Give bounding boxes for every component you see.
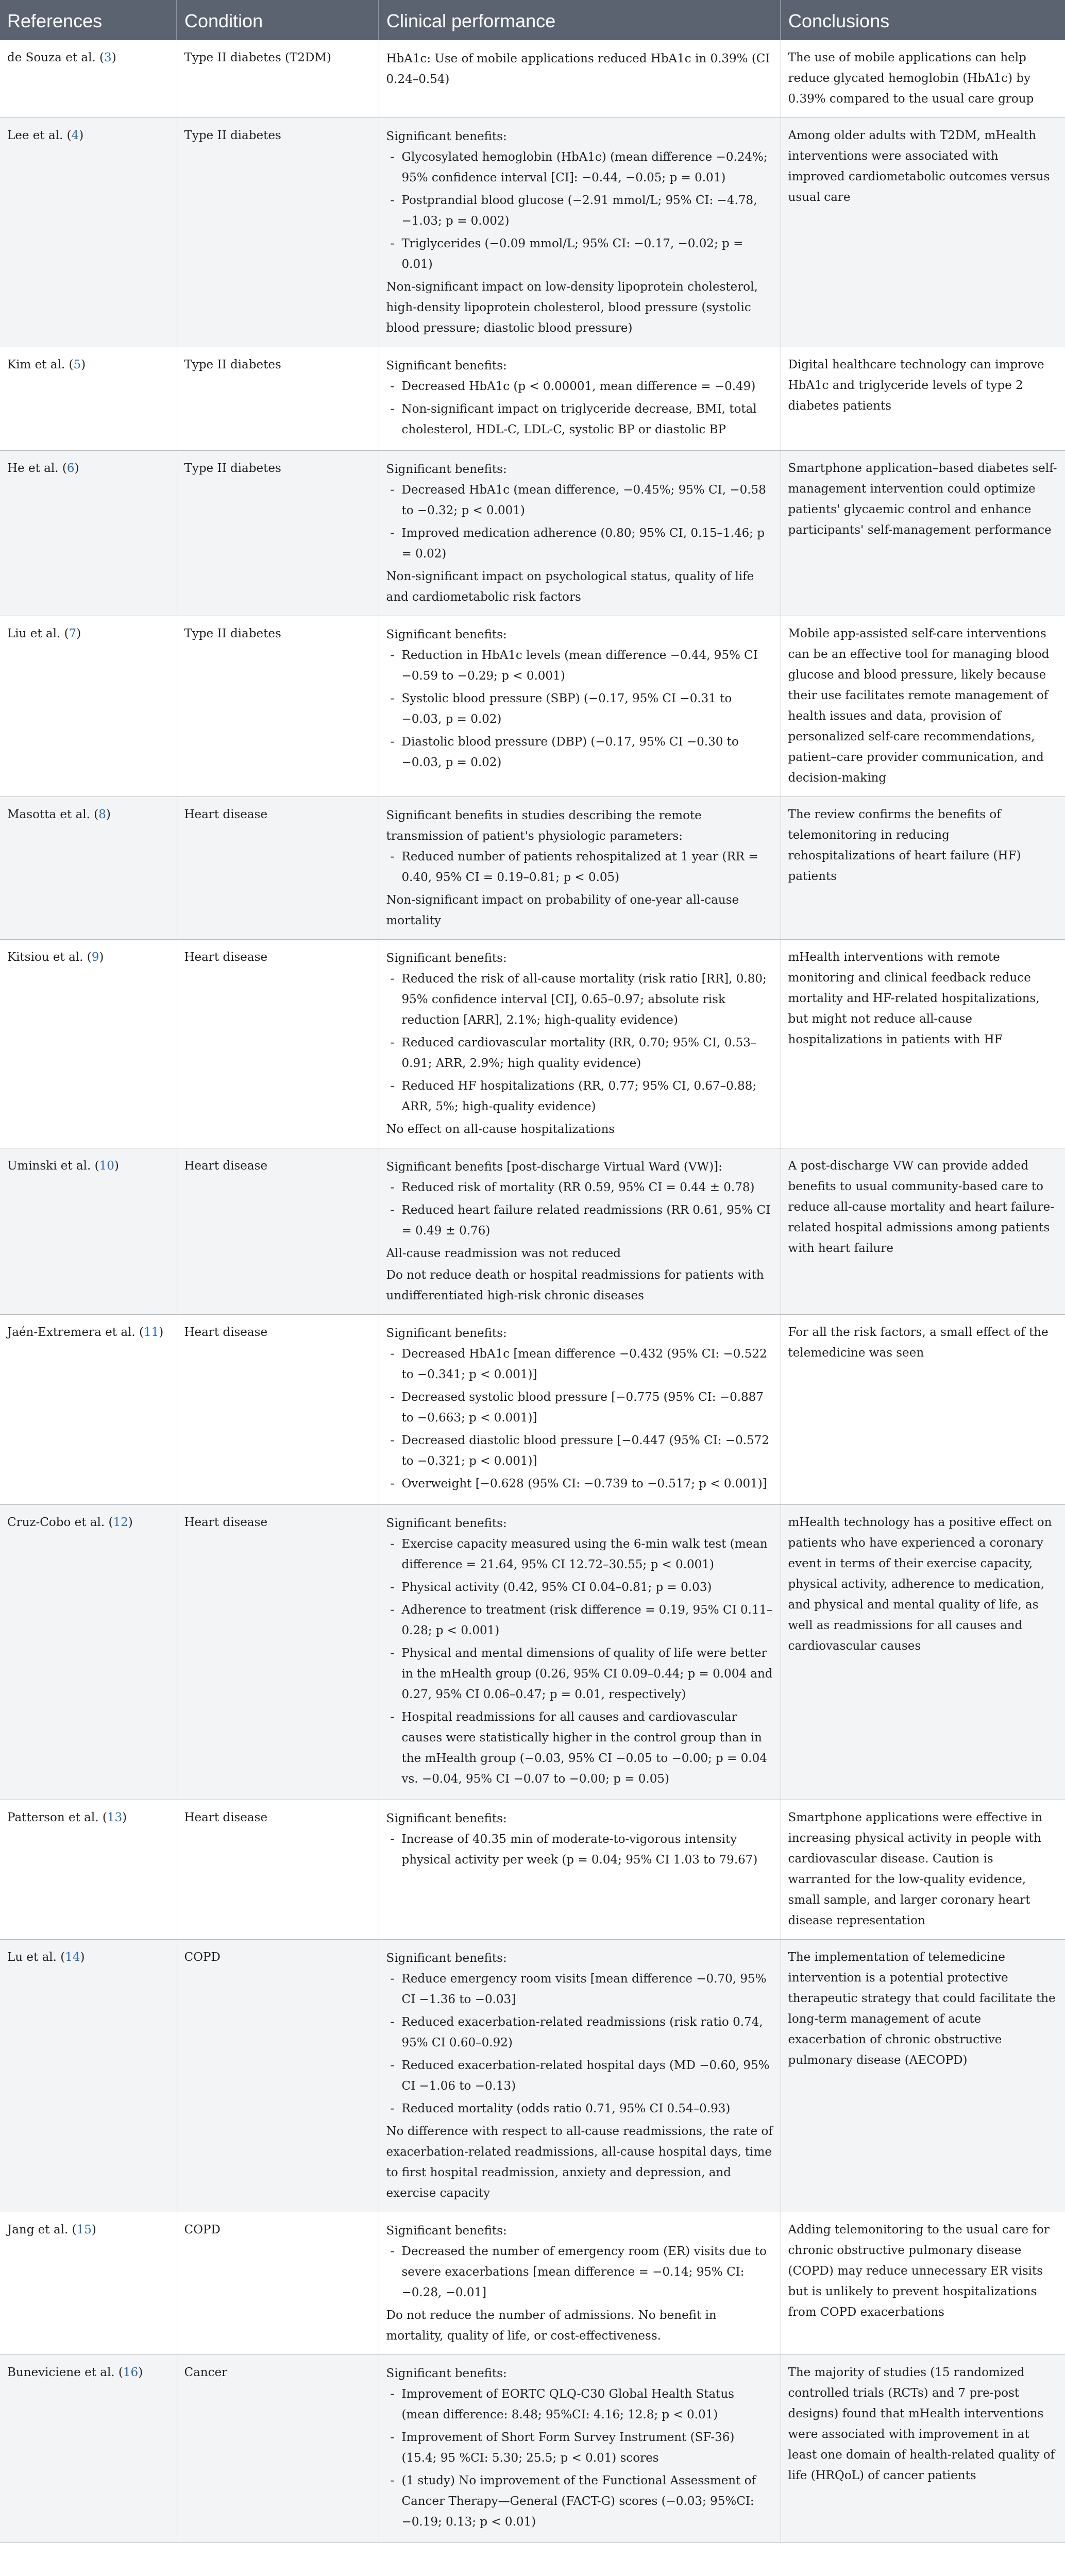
- reference-text: Cruz-Cobo et al. (: [7, 1516, 113, 1529]
- cell-condition: Heart disease: [177, 1315, 379, 1505]
- cell-condition: Heart disease: [177, 1148, 379, 1315]
- benefit-item: - Decreased the number of emergency room (ER) visits due to severe exacerbations [mean difference = −0.14; 95% CI: −0.28, −0.01]: [386, 2241, 773, 2303]
- reference-close: ): [79, 129, 84, 142]
- cell-clinical-performance: [379, 1148, 781, 1315]
- performance-note: HbA1c: Use of mobile applications reduced HbA1c in 0.39% (CI 0.24–0.54): [386, 52, 770, 86]
- cell-clinical-performance: [379, 940, 781, 1148]
- benefit-item: - Decreased HbA1c [mean difference −0.432 (95% CI: −0.522 to −0.341; p < 0.001)]: [386, 1344, 773, 1385]
- benefit-item: - Reduced heart failure related readmissions (RR 0.61, 95% CI = 0.49 ± 0.76): [386, 1200, 773, 1241]
- cell-clinical-performance: [379, 616, 781, 797]
- cell-condition: Heart disease: [177, 1800, 379, 1940]
- reference-link[interactable]: 4: [71, 129, 79, 142]
- benefit-list: [386, 645, 773, 773]
- benefit-item: - Physical and mental dimensions of quality of life were better in the mHealth group (0.26, 95% CI 0.09–0.44; p = 0.004 and 0.27, 95% CI 0.06–0.47; p = 0.01, respectively): [386, 1643, 773, 1705]
- benefit-item: - Physical activity (0.42, 95% CI 0.04–0.81; p = 0.03): [386, 1577, 773, 1598]
- benefit-item: - Reduced risk of mortality (RR 0.59, 95% CI = 0.44 ± 0.78): [386, 1177, 773, 1198]
- reference-link[interactable]: 15: [76, 2223, 92, 2236]
- reference-close: ): [138, 2366, 143, 2379]
- cell-reference: [0, 940, 177, 1148]
- cell-reference: [0, 1505, 177, 1800]
- table-row: [0, 1148, 1065, 1315]
- benefit-item: - Overweight [−0.628 (95% CI: −0.739 to −0.517; p < 0.001)]: [386, 1473, 773, 1494]
- reference-link[interactable]: 9: [91, 951, 99, 964]
- benefit-item: - Improvement of EORTC QLQ-C30 Global Health Status (mean difference: 8.48; 95%CI: 4.16; 12.8; p < 0.01): [386, 2384, 773, 2425]
- header-conclusions: Conclusions: [781, 0, 1065, 40]
- performance-note: Significant benefits:: [386, 1952, 507, 1965]
- reference-text: Jang et al. (: [7, 2223, 77, 2236]
- reference-close: ): [106, 808, 111, 821]
- cell-conclusion: mHealth technology has a positive effect on patients who have experienced a coronary event in terms of their exercise capacity, physical activity, adherence to medication, and physical and mental quality of life, as well as readmissions for all causes and cardiovascular causes: [781, 1505, 1065, 1800]
- benefit-item: - Reduction in HbA1c levels (mean difference −0.44, 95% CI −0.59 to −0.29; p < 0.001): [386, 645, 773, 686]
- header-row: [0, 0, 1065, 40]
- reference-close: ): [81, 358, 86, 371]
- performance-note: Significant benefits:: [386, 359, 507, 372]
- reference-close: ): [80, 1951, 85, 1964]
- reference-close: ): [159, 1326, 164, 1339]
- performance-note: Significant benefits in studies describing the remote transmission of patient's physiologic parameters:: [386, 809, 702, 843]
- cell-condition: Type II diabetes: [177, 616, 379, 797]
- performance-note: Significant benefits:: [386, 628, 507, 641]
- cell-clinical-performance: [379, 1800, 781, 1940]
- benefit-item: - (1 study) No improvement of the Functional Assessment of Cancer Therapy—General (FACT-G) scores (−0.03; 95%CI: −0.19; 0.13; p < 0.01): [386, 2470, 773, 2532]
- cell-clinical-performance: [379, 347, 781, 451]
- cell-clinical-performance: [379, 40, 781, 118]
- table-row: [0, 940, 1065, 1148]
- cell-condition: Heart disease: [177, 940, 379, 1148]
- cell-condition: Cancer: [177, 2355, 379, 2543]
- cell-clinical-performance: [379, 1315, 781, 1505]
- performance-note: Significant benefits:: [386, 2224, 507, 2238]
- reference-text: Jaén-Extremera et al. (: [7, 1326, 144, 1339]
- benefit-list: [386, 1829, 773, 1870]
- reference-text: Lee et al. (: [7, 129, 72, 142]
- performance-note: No effect on all-cause hospitalizations: [386, 1123, 615, 1136]
- reference-link[interactable]: 8: [98, 808, 106, 821]
- cell-clinical-performance: [379, 1505, 781, 1800]
- benefit-item: - Reduced mortality (odds ratio 0.71, 95% CI 0.54–0.93): [386, 2098, 773, 2119]
- cell-condition: Type II diabetes: [177, 451, 379, 616]
- benefit-item: - Decreased HbA1c (p < 0.00001, mean difference = −0.49): [386, 376, 773, 397]
- reference-close: ): [91, 2223, 96, 2236]
- benefit-item: - Reduced exacerbation-related readmissions (risk ratio 0.74, 95% CI 0.60–0.92): [386, 2012, 773, 2053]
- benefit-list: [386, 1969, 773, 2119]
- cell-reference: [0, 1315, 177, 1505]
- cell-clinical-performance: [379, 797, 781, 940]
- reference-link[interactable]: 11: [144, 1326, 159, 1339]
- benefit-item: - Non-significant impact on triglyceride decrease, BMI, total cholesterol, HDL-C, LDL-C, systolic BP or diastolic BP: [386, 399, 773, 440]
- table-row: [0, 1315, 1065, 1505]
- reference-close: ): [74, 462, 79, 475]
- cell-reference: [0, 118, 177, 347]
- reference-close: ): [122, 1811, 127, 1824]
- benefit-item: - Reduced the risk of all-cause mortality (risk ratio [RR], 0.80; 95% confidence interval [CI], 0.65–0.97; absolute risk reduction [ARR], 2.1%; high-quality evidence): [386, 969, 773, 1030]
- benefit-list: [386, 480, 773, 564]
- cell-clinical-performance: [379, 1940, 781, 2212]
- cell-condition: Type II diabetes (T2DM): [177, 40, 379, 118]
- reference-text: Buneviciene et al. (: [7, 2366, 123, 2379]
- table-row: [0, 2212, 1065, 2355]
- benefit-item: - Systolic blood pressure (SBP) (−0.17, 95% CI −0.31 to −0.03, p = 0.02): [386, 688, 773, 730]
- performance-note: Significant benefits:: [386, 130, 507, 143]
- cell-conclusion: For all the risk factors, a small effect of the telemedicine was seen: [781, 1315, 1065, 1505]
- reference-link[interactable]: 6: [66, 462, 75, 475]
- cell-conclusion: The use of mobile applications can help reduce glycated hemoglobin (HbA1c) by 0.39% compared to the usual care group: [781, 40, 1065, 118]
- performance-note: Significant benefits:: [386, 1812, 507, 1825]
- reference-close: ): [128, 1516, 133, 1529]
- table-row: [0, 40, 1065, 118]
- table-row: [0, 118, 1065, 347]
- cell-condition: COPD: [177, 2212, 379, 2355]
- benefit-list: [386, 969, 773, 1117]
- table-header: [0, 0, 1065, 40]
- benefit-item: - Reduce emergency room visits [mean difference −0.70, 95% CI −1.36 to −0.03]: [386, 1969, 773, 2010]
- cell-conclusion: Smartphone application–based diabetes self-management intervention could optimize patients' glycaemic control and enhance participants' self-management performance: [781, 451, 1065, 616]
- cell-reference: [0, 797, 177, 940]
- cell-conclusion: Among older adults with T2DM, mHealth interventions were associated with improved cardiometabolic outcomes versus usual care: [781, 118, 1065, 347]
- benefit-list: [386, 147, 773, 275]
- reference-link[interactable]: 14: [65, 1951, 80, 1964]
- table-row: [0, 347, 1065, 451]
- cell-condition: Type II diabetes: [177, 347, 379, 451]
- reference-link[interactable]: 7: [69, 627, 77, 640]
- cell-condition: Heart disease: [177, 1505, 379, 1800]
- cell-condition: Heart disease: [177, 797, 379, 940]
- benefit-item: - Glycosylated hemoglobin (HbA1c) (mean difference −0.24%; 95% confidence interval [CI]: −0.44, −0.05; p = 0.01): [386, 147, 773, 188]
- reference-text: Lu et al. (: [7, 1951, 65, 1964]
- performance-note: Significant benefits:: [386, 2367, 507, 2380]
- benefit-item: - Exercise capacity measured using the 6-min walk test (mean difference = 21.64, 95% CI 12.72–30.55; p < 0.001): [386, 1534, 773, 1575]
- cell-conclusion: A post-discharge VW can provide added benefits to usual community-based care to reduce all-cause mortality and heart failure-related hospital admissions among patients with heart failure: [781, 1148, 1065, 1315]
- reference-text: Kim et al. (: [7, 358, 74, 371]
- benefit-item: - Triglycerides (−0.09 mmol/L; 95% CI: −0.17, −0.02; p = 0.01): [386, 233, 773, 275]
- benefit-item: - Improved medication adherence (0.80; 95% CI, 0.15–1.46; p = 0.02): [386, 523, 773, 564]
- header-references: References: [0, 0, 177, 40]
- table-row: [0, 1505, 1065, 1800]
- performance-note: Non-significant impact on low-density lipoprotein cholesterol, high-density lipoprotein cholesterol, blood pressure (systolic blood pressure; diastolic blood pressure): [386, 280, 758, 335]
- performance-note: Significant benefits:: [386, 952, 507, 965]
- table-row: [0, 616, 1065, 797]
- cell-reference: [0, 451, 177, 616]
- performance-note: Non-significant impact on psychological status, quality of life and cardiometabolic risk factors: [386, 570, 754, 604]
- benefit-item: - Decreased systolic blood pressure [−0.775 (95% CI: −0.887 to −0.663; p < 0.001)]: [386, 1387, 773, 1428]
- cell-condition: COPD: [177, 1940, 379, 2212]
- reference-link[interactable]: 13: [107, 1811, 123, 1824]
- cell-conclusion: Adding telemonitoring to the usual care for chronic obstructive pulmonary disease (COPD) may reduce unnecessary ER visits but is unlikely to prevent hospitalizations from COPD exacerbations: [781, 2212, 1065, 2355]
- cell-reference: [0, 2355, 177, 2543]
- reference-close: ): [76, 627, 81, 640]
- cell-conclusion: Digital healthcare technology can improve HbA1c and triglyceride levels of type 2 diabetes patients: [781, 347, 1065, 451]
- performance-note: No difference with respect to all-cause readmissions, the rate of exacerbation-related readmissions, all-cause hospital days, time to first hospital readmission, anxiety and depression, and exercise capacity: [386, 2125, 773, 2200]
- benefit-list: [386, 1534, 773, 1789]
- table-row: [0, 797, 1065, 940]
- reference-link[interactable]: 10: [99, 1159, 114, 1173]
- reference-text: Patterson et al. (: [7, 1811, 107, 1824]
- cell-reference: [0, 1940, 177, 2212]
- header-clinical-performance: Clinical performance: [379, 0, 781, 40]
- cell-clinical-performance: [379, 118, 781, 347]
- performance-note: Do not reduce death or hospital readmissions for patients with undifferentiated high-risk chronic diseases: [386, 1268, 764, 1302]
- cell-conclusion: The majority of studies (15 randomized controlled trials (RCTs) and 7 pre-post designs) found that mHealth interventions were associated with improvement in at least one domain of health-related quality of life (HRQoL) of cancer patients: [781, 2355, 1065, 2543]
- benefit-list: [386, 2384, 773, 2532]
- cell-clinical-performance: [379, 451, 781, 616]
- table-row: [0, 2355, 1065, 2543]
- benefit-list: [386, 846, 773, 888]
- reference-text: Masotta et al. (: [7, 808, 99, 821]
- reference-close: ): [99, 951, 104, 964]
- reference-text: Uminski et al. (: [7, 1159, 99, 1173]
- table-row: [0, 451, 1065, 616]
- header-condition: Condition: [177, 0, 379, 40]
- cell-reference: [0, 1800, 177, 1940]
- cell-reference: [0, 40, 177, 118]
- table-body: [0, 40, 1065, 2543]
- cell-conclusion: mHealth interventions with remote monitoring and clinical feedback reduce mortality and HF-related hospitalizations, but might not reduce all-cause hospitalizations in patients with HF: [781, 940, 1065, 1148]
- reference-text: He et al. (: [7, 462, 67, 475]
- benefit-item: - Decreased HbA1c (mean difference, −0.45%; 95% CI, −0.58 to −0.32; p < 0.001): [386, 480, 773, 521]
- cell-reference: [0, 347, 177, 451]
- cell-clinical-performance: [379, 2212, 781, 2355]
- benefit-item: - Postprandial blood glucose (−2.91 mmol/L; 95% CI: −4.78, −1.03; p = 0.002): [386, 190, 773, 231]
- performance-note: Significant benefits:: [386, 1517, 507, 1530]
- table-row: [0, 1940, 1065, 2212]
- reference-link[interactable]: 3: [104, 51, 112, 64]
- performance-note: Significant benefits:: [386, 463, 507, 476]
- cell-conclusion: The review confirms the benefits of telemonitoring in reducing rehospitalizations of heart failure (HF) patients: [781, 797, 1065, 940]
- cell-clinical-performance: [379, 2355, 781, 2543]
- benefit-list: [386, 1177, 773, 1241]
- reference-text: de Souza et al. (: [7, 51, 105, 64]
- reference-link[interactable]: 16: [123, 2366, 139, 2379]
- benefit-item: - Decreased diastolic blood pressure [−0.447 (95% CI: −0.572 to −0.321; p < 0.001)]: [386, 1430, 773, 1471]
- cell-condition: Type II diabetes: [177, 118, 379, 347]
- benefit-item: - Reduced exacerbation-related hospital days (MD −0.60, 95% CI −1.06 to −0.13): [386, 2055, 773, 2096]
- reference-link[interactable]: 12: [113, 1516, 128, 1529]
- benefit-item: - Improvement of Short Form Survey Instrument (SF-36) (15.4; 95 %CI: 5.30; 25.5; p < 0.01) scores: [386, 2427, 773, 2468]
- benefit-item: - Reduced number of patients rehospitalized at 1 year (RR = 0.40, 95% CI = 0.19–0.81; p < 0.05): [386, 846, 773, 888]
- performance-note: Significant benefits:: [386, 1327, 507, 1340]
- reference-text: Kitsiou et al. (: [7, 951, 92, 964]
- cell-reference: [0, 2212, 177, 2355]
- cell-conclusion: Smartphone applications were effective in increasing physical activity in people with cardiovascular disease. Caution is warranted for the low-quality evidence, small sample, and larger coronary heart disease representation: [781, 1800, 1065, 1940]
- performance-note: Do not reduce the number of admissions. No benefit in mortality, quality of life, or cost-effectiveness.: [386, 2309, 717, 2343]
- benefit-list: [386, 2241, 773, 2303]
- benefit-item: - Hospital readmissions for all causes and cardiovascular causes were statistically higher in the control group than in the mHealth group (−0.03, 95% CI −0.05 to −0.00; p = 0.04 vs. −0.04, 95% CI −0.07 to −0.00; p = 0.05): [386, 1707, 773, 1789]
- benefit-item: - Adherence to treatment (risk difference = 0.19, 95% CI 0.11–0.28; p < 0.001): [386, 1600, 773, 1641]
- reference-close: ): [111, 51, 116, 64]
- cell-reference: [0, 616, 177, 797]
- benefit-list: [386, 376, 773, 440]
- benefit-item: - Increase of 40.35 min of moderate-to-vigorous intensity physical activity per week (p = 0.04; 95% CI 1.03 to 79.67): [386, 1829, 773, 1870]
- benefit-item: - Diastolic blood pressure (DBP) (−0.17, 95% CI −0.30 to −0.03, p = 0.02): [386, 732, 773, 773]
- benefit-item: - Reduced HF hospitalizations (RR, 0.77; 95% CI, 0.67–0.88; ARR, 5%; high-quality evidence): [386, 1076, 773, 1117]
- performance-note: Significant benefits [post-discharge Virtual Ward (VW)]:: [386, 1160, 722, 1174]
- reference-close: ): [114, 1159, 119, 1173]
- performance-note: Non-significant impact on probability of one-year all-cause mortality: [386, 893, 739, 927]
- cell-conclusion: The implementation of telemedicine intervention is a potential protective therapeutic strategy that could facilitate the long-term management of acute exacerbation of chronic obstructive pulmonary disease (AECOPD): [781, 1940, 1065, 2212]
- performance-note: All-cause readmission was not reduced: [386, 1247, 621, 1260]
- benefit-list: [386, 1344, 773, 1494]
- cell-conclusion: Mobile app-assisted self-care interventions can be an effective tool for managing blood glucose and blood pressure, likely because their use facilitates remote management of health issues and data, provision of personalized self-care recommendations, patient–care provider communication, and decision-making: [781, 616, 1065, 797]
- cell-reference: [0, 1148, 177, 1315]
- table-row: [0, 1800, 1065, 1940]
- benefit-item: - Reduced cardiovascular mortality (RR, 0.70; 95% CI, 0.53–0.91; ARR, 2.9%; high quality evidence): [386, 1032, 773, 1074]
- reference-link[interactable]: 5: [73, 358, 81, 371]
- reference-text: Liu et al. (: [7, 627, 69, 640]
